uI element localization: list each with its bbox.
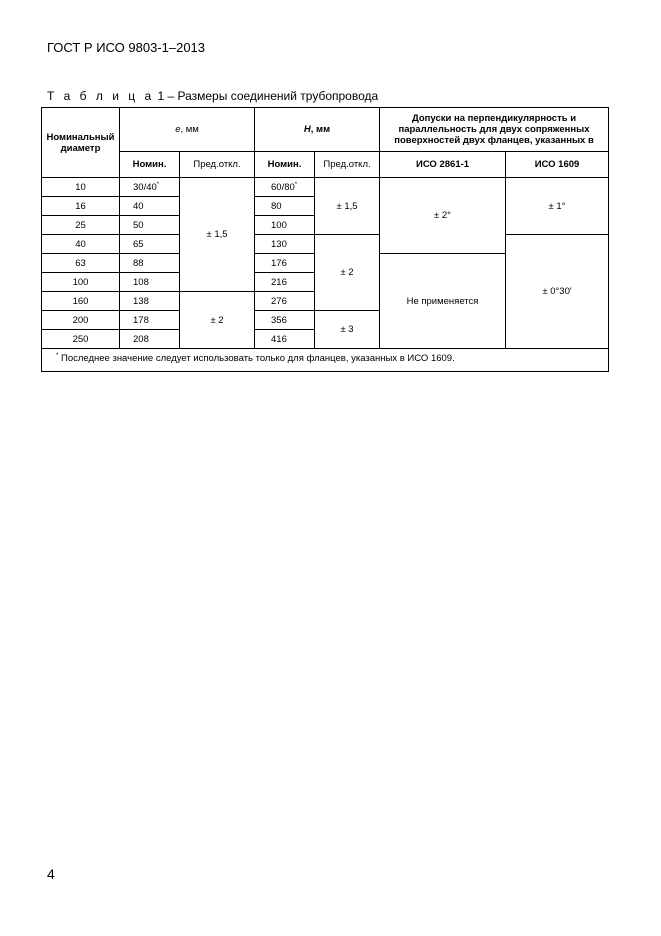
cell-iso2861-1: ± 2° bbox=[380, 178, 506, 254]
table-row bbox=[42, 235, 609, 254]
cell-e: 65 bbox=[120, 235, 180, 254]
cell-h: 416 bbox=[255, 330, 315, 349]
cell-h: 176 bbox=[255, 254, 315, 273]
cell-dn: 200 bbox=[42, 311, 120, 330]
cell-iso1609-1: ± 1° bbox=[506, 178, 609, 235]
cell-h-deviation-2: ± 2 bbox=[315, 235, 380, 311]
cell-h-deviation-3: ± 3 bbox=[315, 311, 380, 349]
header-e-nominal: Номин. bbox=[120, 152, 180, 178]
cell-iso2861-2: Не применяется bbox=[380, 254, 506, 349]
cell-h: 130 bbox=[255, 235, 315, 254]
cell-e: 50 bbox=[120, 216, 180, 235]
cell-e: 208 bbox=[120, 330, 180, 349]
cell-e: 178 bbox=[120, 311, 180, 330]
footnote-marker: * bbox=[294, 181, 298, 188]
table-caption-label: Т а б л и ц а bbox=[47, 89, 155, 103]
cell-h-value: 60/80 bbox=[271, 181, 295, 193]
header-tolerances: Допуски на перпендикулярность и параллельность для двух сопряженных поверхностей двух фланцев, указанных в bbox=[380, 108, 609, 152]
cell-h: 216 bbox=[255, 273, 315, 292]
cell-e: 108 bbox=[120, 273, 180, 292]
cell-dn: 250 bbox=[42, 330, 120, 349]
header-h-nominal: Номин. bbox=[255, 152, 315, 178]
table-caption-title: 1 – Размеры соединений трубопровода bbox=[154, 89, 379, 103]
header-e: e, мм bbox=[120, 108, 255, 152]
cell-dn: 25 bbox=[42, 216, 120, 235]
header-H: H, мм bbox=[255, 108, 380, 152]
cell-e: 40 bbox=[120, 197, 180, 216]
cell-e: 88 bbox=[120, 254, 180, 273]
cell-dn: 160 bbox=[42, 292, 120, 311]
cell-h: 276 bbox=[255, 292, 315, 311]
cell-h bbox=[255, 178, 315, 197]
cell-dn: 100 bbox=[42, 273, 120, 292]
header-h-deviation: Пред.откл. bbox=[315, 152, 380, 178]
page-number: 4 bbox=[47, 866, 55, 882]
table-caption bbox=[47, 89, 378, 103]
table-footnote bbox=[42, 349, 609, 372]
table-row bbox=[42, 178, 609, 197]
pipeline-connection-dimensions-table bbox=[41, 107, 609, 372]
cell-e bbox=[120, 178, 180, 197]
cell-h: 356 bbox=[255, 311, 315, 330]
cell-dn: 40 bbox=[42, 235, 120, 254]
cell-h-deviation-1: ± 1,5 bbox=[315, 178, 380, 235]
header-e-deviation: Пред.откл. bbox=[180, 152, 255, 178]
cell-h: 100 bbox=[255, 216, 315, 235]
standard-designation: ГОСТ Р ИСО 9803-1–2013 bbox=[47, 40, 206, 55]
cell-e: 138 bbox=[120, 292, 180, 311]
cell-h: 80 bbox=[255, 197, 315, 216]
cell-dn: 10 bbox=[42, 178, 120, 197]
cell-dn: 16 bbox=[42, 197, 120, 216]
footnote-mark: * bbox=[56, 353, 59, 359]
header-nominal-diameter: Номинальный диаметр bbox=[42, 108, 120, 178]
cell-e-deviation-2: ± 2 bbox=[180, 292, 255, 349]
footnote-marker: * bbox=[156, 181, 160, 188]
header-iso-1609: ИСО 1609 bbox=[506, 152, 609, 178]
cell-dn: 63 bbox=[42, 254, 120, 273]
header-iso-2861-1: ИСО 2861-1 bbox=[380, 152, 506, 178]
cell-e-value: 30/40 bbox=[133, 181, 157, 193]
cell-iso1609-2: ± 0°30′ bbox=[506, 235, 609, 349]
cell-e-deviation-1: ± 1,5 bbox=[180, 178, 255, 292]
footnote-text: Последнее значение следует использовать только для фланцев, указанных в ИСО 1609. bbox=[60, 353, 455, 364]
